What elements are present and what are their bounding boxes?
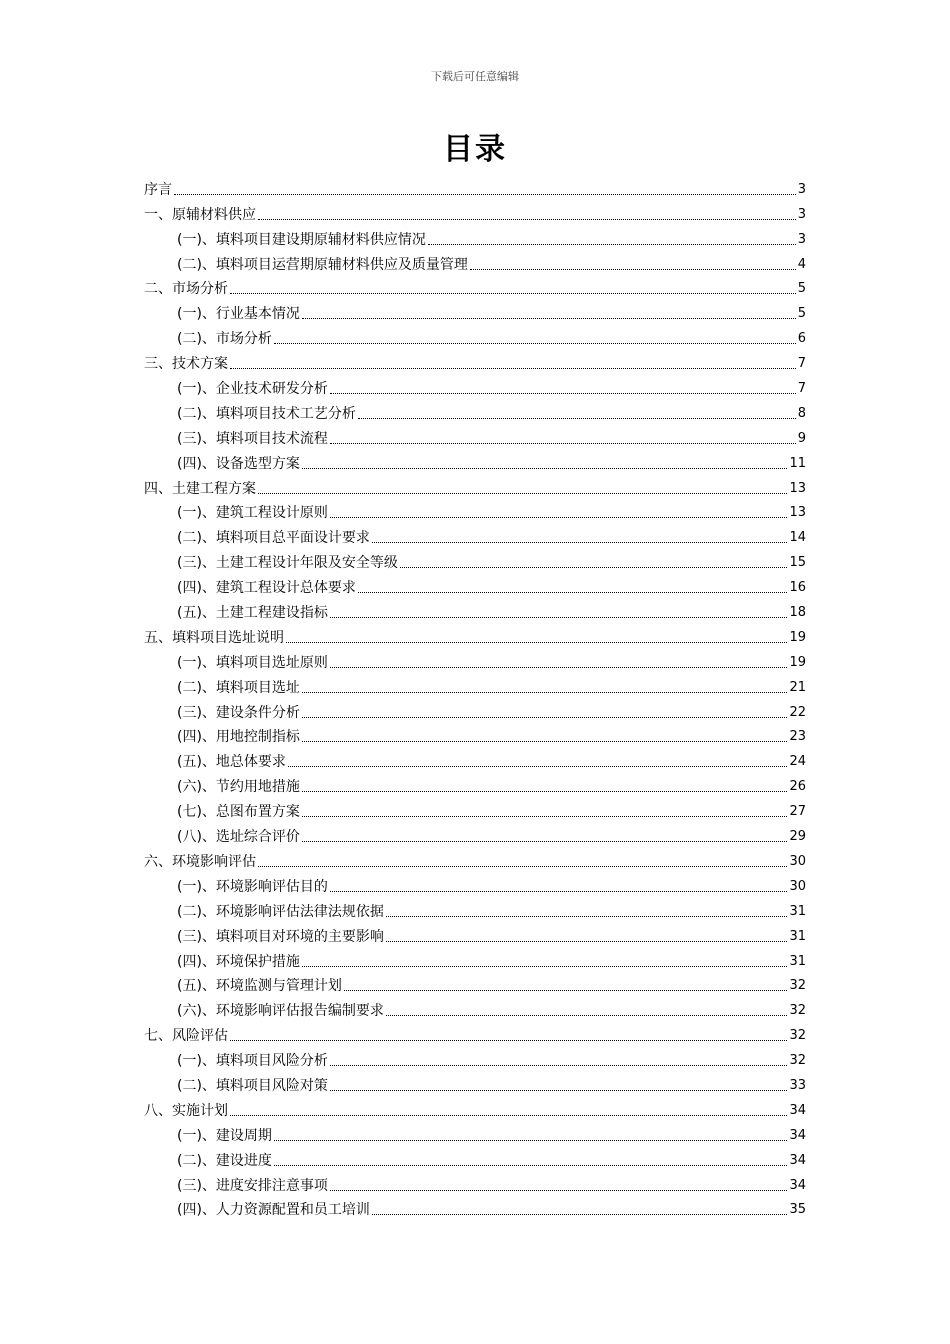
toc-dot-leader bbox=[330, 667, 788, 668]
toc-section-entry[interactable] bbox=[144, 647, 806, 672]
toc-chapter-entry[interactable] bbox=[144, 199, 806, 224]
toc-dot-leader bbox=[302, 692, 788, 693]
toc-dot-leader bbox=[302, 318, 796, 319]
toc-entry-title: (四)、设备选型方案 bbox=[177, 455, 300, 472]
toc-dot-leader bbox=[302, 741, 788, 742]
toc-page-number: 30 bbox=[789, 853, 806, 869]
toc-page-number: 27 bbox=[789, 804, 806, 820]
toc-page-number: 29 bbox=[789, 829, 806, 845]
toc-dot-leader bbox=[302, 791, 788, 792]
toc-page-number: 6 bbox=[797, 331, 806, 347]
toc-entry-title: (四)、人力资源配置和员工培训 bbox=[177, 1202, 370, 1219]
toc-dot-leader bbox=[230, 368, 796, 369]
toc-entry-title: (二)、填料项目风险对策 bbox=[177, 1077, 328, 1094]
toc-dot-leader bbox=[230, 1040, 787, 1041]
toc-section-entry[interactable] bbox=[144, 1045, 806, 1070]
toc-page-number: 34 bbox=[789, 1127, 806, 1143]
toc-page-number: 13 bbox=[789, 505, 806, 521]
toc-chapter-entry[interactable] bbox=[144, 1095, 806, 1120]
toc-page-number: 32 bbox=[789, 978, 806, 994]
toc-entry-title: (一)、环境影响评估目的 bbox=[177, 878, 328, 895]
toc-dot-leader bbox=[330, 443, 796, 444]
toc-entry-title: (一)、填料项目选址原则 bbox=[177, 654, 328, 671]
toc-entry-title: (二)、填料项目选址 bbox=[177, 679, 300, 696]
toc-section-entry[interactable] bbox=[144, 1070, 806, 1095]
toc-section-entry[interactable] bbox=[144, 323, 806, 348]
toc-entry-title: 三、技术方案 bbox=[144, 356, 228, 373]
toc-section-entry[interactable] bbox=[144, 821, 806, 846]
toc-section-entry[interactable] bbox=[144, 597, 806, 622]
toc-entry-title: (七)、总图布置方案 bbox=[177, 804, 300, 821]
toc-page-number: 34 bbox=[789, 1177, 806, 1193]
toc-page-number: 9 bbox=[797, 430, 806, 446]
toc-page-number: 22 bbox=[789, 704, 806, 720]
toc-page-number: 35 bbox=[789, 1202, 806, 1218]
toc-section-entry[interactable] bbox=[144, 1120, 806, 1145]
toc-entry-title: (二)、填料项目总平面设计要求 bbox=[177, 530, 370, 547]
toc-dot-leader bbox=[470, 269, 796, 270]
toc-page-number: 3 bbox=[797, 181, 806, 197]
toc-page-number: 7 bbox=[797, 356, 806, 372]
toc-section-entry[interactable] bbox=[144, 796, 806, 821]
toc-chapter-entry[interactable] bbox=[144, 174, 806, 199]
toc-section-entry[interactable] bbox=[144, 547, 806, 572]
toc-dot-leader bbox=[258, 219, 796, 220]
toc-page-number: 32 bbox=[789, 1028, 806, 1044]
toc-entry-title: (一)、填料项目风险分析 bbox=[177, 1053, 328, 1070]
toc-page-number: 26 bbox=[789, 779, 806, 795]
toc-dot-leader bbox=[358, 592, 788, 593]
toc-section-entry[interactable] bbox=[144, 522, 806, 547]
toc-section-entry[interactable] bbox=[144, 771, 806, 796]
toc-page-number: 31 bbox=[789, 953, 806, 969]
toc-section-entry[interactable] bbox=[144, 746, 806, 771]
toc-page-number: 34 bbox=[789, 1152, 806, 1168]
toc-dot-leader bbox=[330, 617, 788, 618]
toc-entry-title: (二)、环境影响评估法律法规依据 bbox=[177, 903, 384, 920]
toc-page-number: 5 bbox=[797, 281, 806, 297]
toc-entry-title: 二、市场分析 bbox=[144, 281, 228, 298]
toc-dot-leader bbox=[400, 567, 788, 568]
toc-page-number: 8 bbox=[797, 405, 806, 421]
toc-section-entry[interactable] bbox=[144, 722, 806, 747]
toc-entry-title: (一)、行业基本情况 bbox=[177, 306, 300, 323]
toc-page-number: 3 bbox=[797, 206, 806, 222]
toc-dot-leader bbox=[344, 990, 788, 991]
toc-dot-leader bbox=[302, 966, 788, 967]
toc-section-entry[interactable] bbox=[144, 249, 806, 274]
toc-section-entry[interactable] bbox=[144, 1170, 806, 1195]
toc-chapter-entry[interactable] bbox=[144, 1020, 806, 1045]
toc-section-entry[interactable] bbox=[144, 896, 806, 921]
toc-section-entry[interactable] bbox=[144, 423, 806, 448]
toc-section-entry[interactable] bbox=[144, 697, 806, 722]
toc-page-number: 4 bbox=[797, 256, 806, 272]
toc-section-entry[interactable] bbox=[144, 672, 806, 697]
toc-page-number: 23 bbox=[789, 729, 806, 745]
toc-section-entry[interactable] bbox=[144, 298, 806, 323]
toc-section-entry[interactable] bbox=[144, 971, 806, 996]
toc-entry-title: (六)、环境影响评估报告编制要求 bbox=[177, 1003, 384, 1020]
toc-entry-title: (一)、企业技术研发分析 bbox=[177, 381, 328, 398]
toc-dot-leader bbox=[258, 493, 787, 494]
toc-page-number: 14 bbox=[789, 530, 806, 546]
toc-section-entry[interactable] bbox=[144, 871, 806, 896]
toc-page-number: 7 bbox=[797, 381, 806, 397]
toc-page-number: 19 bbox=[789, 629, 806, 645]
toc-page-number: 19 bbox=[789, 654, 806, 670]
toc-chapter-entry[interactable] bbox=[144, 473, 806, 498]
toc-page-number: 21 bbox=[789, 679, 806, 695]
toc-section-entry[interactable] bbox=[144, 921, 806, 946]
toc-entry-title: 八、实施计划 bbox=[144, 1102, 228, 1119]
toc-page-number: 34 bbox=[789, 1102, 806, 1118]
toc-page-number: 18 bbox=[789, 605, 806, 621]
toc-chapter-entry[interactable] bbox=[144, 622, 806, 647]
toc-page-number: 16 bbox=[789, 580, 806, 596]
toc-dot-leader bbox=[330, 1190, 788, 1191]
toc-section-entry[interactable] bbox=[144, 946, 806, 971]
toc-section-entry[interactable] bbox=[144, 1195, 806, 1220]
toc-entry-title: 四、土建工程方案 bbox=[144, 480, 256, 497]
toc-page-number: 5 bbox=[797, 306, 806, 322]
toc-page-number: 33 bbox=[789, 1077, 806, 1093]
toc-entry-title: (一)、建设周期 bbox=[177, 1127, 272, 1144]
toc-dot-leader bbox=[286, 642, 787, 643]
toc-entry-title: (三)、填料项目对环境的主要影响 bbox=[177, 928, 384, 945]
toc-entry-title: (二)、市场分析 bbox=[177, 331, 272, 348]
toc-entry-title: (二)、填料项目运营期原辅材料供应及质量管理 bbox=[177, 256, 468, 273]
toc-chapter-entry[interactable] bbox=[144, 846, 806, 871]
toc-chapter-entry[interactable] bbox=[144, 274, 806, 299]
toc-entry-title: (一)、填料项目建设期原辅材料供应情况 bbox=[177, 231, 426, 248]
toc-entry-title: (四)、用地控制指标 bbox=[177, 729, 300, 746]
toc-dot-leader bbox=[330, 517, 788, 518]
toc-page-number: 32 bbox=[789, 1003, 806, 1019]
toc-title: 目录 bbox=[443, 132, 507, 167]
toc-dot-leader bbox=[302, 841, 788, 842]
toc-dot-leader bbox=[386, 916, 788, 917]
toc-entry-title: 五、填料项目选址说明 bbox=[144, 629, 284, 646]
toc-dot-leader bbox=[330, 393, 796, 394]
table-of-contents bbox=[144, 174, 806, 1219]
toc-page-number: 13 bbox=[789, 480, 806, 496]
toc-page-number: 31 bbox=[789, 928, 806, 944]
toc-entry-title: 一、原辅材料供应 bbox=[144, 206, 256, 223]
toc-page-number: 24 bbox=[789, 754, 806, 770]
toc-dot-leader bbox=[230, 293, 796, 294]
toc-dot-leader bbox=[428, 244, 796, 245]
toc-dot-leader bbox=[330, 1090, 788, 1091]
toc-entry-title: (二)、建设进度 bbox=[177, 1152, 272, 1169]
toc-dot-leader bbox=[386, 941, 788, 942]
toc-dot-leader bbox=[302, 468, 788, 469]
toc-section-entry[interactable] bbox=[144, 1145, 806, 1170]
toc-dot-leader bbox=[174, 194, 796, 195]
toc-dot-leader bbox=[274, 1140, 788, 1141]
toc-entry-title: (一)、建筑工程设计原则 bbox=[177, 505, 328, 522]
toc-dot-leader bbox=[372, 542, 788, 543]
toc-entry-title: (四)、建筑工程设计总体要求 bbox=[177, 580, 356, 597]
toc-dot-leader bbox=[230, 1115, 787, 1116]
toc-dot-leader bbox=[330, 1065, 788, 1066]
toc-section-entry[interactable] bbox=[144, 572, 806, 597]
toc-entry-title: 七、风险评估 bbox=[144, 1028, 228, 1045]
toc-dot-leader bbox=[274, 343, 796, 344]
toc-page-number: 15 bbox=[789, 555, 806, 571]
toc-page-number: 3 bbox=[797, 231, 806, 247]
toc-page-number: 11 bbox=[789, 455, 806, 471]
toc-entry-title: (三)、土建工程设计年限及安全等级 bbox=[177, 555, 398, 572]
toc-dot-leader bbox=[372, 1214, 788, 1215]
toc-entry-title: (二)、填料项目技术工艺分析 bbox=[177, 405, 356, 422]
page-header-note: 下载后可任意编辑 bbox=[431, 70, 519, 83]
toc-page-number: 31 bbox=[789, 903, 806, 919]
toc-section-entry[interactable] bbox=[144, 398, 806, 423]
toc-dot-leader bbox=[258, 866, 787, 867]
toc-entry-title: (三)、填料项目技术流程 bbox=[177, 430, 328, 447]
toc-entry-title: (五)、土建工程建设指标 bbox=[177, 605, 328, 622]
toc-entry-title: (五)、地总体要求 bbox=[177, 754, 286, 771]
toc-section-entry[interactable] bbox=[144, 448, 806, 473]
toc-section-entry[interactable] bbox=[144, 373, 806, 398]
toc-section-entry[interactable] bbox=[144, 995, 806, 1020]
toc-entry-title: (三)、进度安排注意事项 bbox=[177, 1177, 328, 1194]
toc-page-number: 30 bbox=[789, 878, 806, 894]
toc-entry-title: 序言 bbox=[144, 181, 172, 198]
toc-dot-leader bbox=[288, 766, 788, 767]
toc-page-number: 32 bbox=[789, 1053, 806, 1069]
toc-section-entry[interactable] bbox=[144, 224, 806, 249]
toc-entry-title: (六)、节约用地措施 bbox=[177, 779, 300, 796]
toc-section-entry[interactable] bbox=[144, 498, 806, 523]
toc-dot-leader bbox=[386, 1015, 788, 1016]
toc-dot-leader bbox=[274, 1165, 788, 1166]
toc-entry-title: (三)、建设条件分析 bbox=[177, 704, 300, 721]
toc-entry-title: 六、环境影响评估 bbox=[144, 853, 256, 870]
toc-entry-title: (八)、选址综合评价 bbox=[177, 829, 300, 846]
toc-entry-title: (四)、环境保护措施 bbox=[177, 953, 300, 970]
toc-dot-leader bbox=[302, 717, 788, 718]
toc-entry-title: (五)、环境监测与管理计划 bbox=[177, 978, 342, 995]
toc-dot-leader bbox=[302, 816, 788, 817]
toc-dot-leader bbox=[330, 891, 788, 892]
toc-dot-leader bbox=[358, 418, 796, 419]
toc-chapter-entry[interactable] bbox=[144, 348, 806, 373]
